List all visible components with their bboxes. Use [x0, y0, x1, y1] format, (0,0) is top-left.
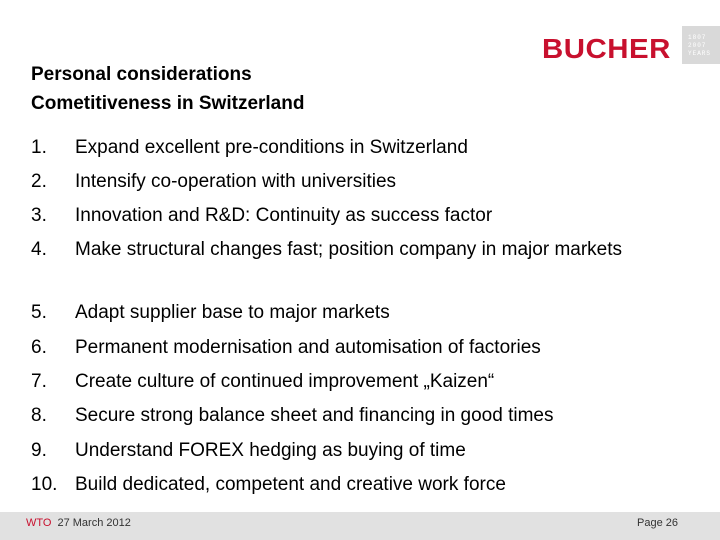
list-item: [31, 470, 635, 499]
list-item-text: Understand FOREX hedging as buying of time: [75, 440, 466, 461]
list-item-text: Intensify co-operation with universities: [75, 171, 397, 192]
list-item: [31, 201, 635, 230]
list-item-text: Innovation and R&D: Continuity as success factor: [75, 205, 493, 226]
badge-line-2: 2007: [688, 42, 707, 49]
anniversary-badge: [682, 26, 720, 64]
list-item-text: Adapt supplier base to major markets: [75, 302, 390, 323]
list-item: [31, 333, 635, 362]
list-item-text: Make structural changes fast; position company in major markets: [75, 239, 623, 260]
list-item-number: 10.: [31, 474, 58, 495]
title-line-2: Cometitiveness in Switzerland: [31, 93, 305, 114]
list-item-number: 2.: [31, 171, 47, 192]
list-item-number: 6.: [31, 337, 47, 358]
footer-left: [26, 515, 131, 531]
list-item: [31, 133, 635, 162]
list-item-number: 8.: [31, 405, 47, 426]
footer-org: WTO: [26, 517, 52, 529]
list-item-text: Permanent modernisation and automisation of factories: [75, 337, 541, 358]
list-item-text: Expand excellent pre-conditions in Switzerland: [75, 137, 468, 158]
anniversary-badge-text: [688, 34, 718, 58]
bucher-logo: BUCHER: [542, 33, 671, 64]
list-item: [31, 436, 635, 465]
list-item: [31, 298, 635, 327]
slide-title: [31, 60, 304, 118]
list-item-text: Build dedicated, competent and creative work force: [75, 474, 506, 495]
list-item-text: Secure strong balance sheet and financing in good times: [75, 405, 554, 426]
list-item: [31, 401, 635, 430]
list-item-number: 1.: [31, 137, 47, 158]
badge-line-3: YEARS: [688, 50, 712, 57]
list-item-text: Create culture of continued improvement „Kaizen“: [75, 371, 495, 392]
title-line-1: Personal considerations: [31, 64, 252, 85]
list-item-number: 3.: [31, 205, 47, 226]
badge-line-1: 1807: [688, 34, 707, 41]
list-item-number: 7.: [31, 371, 47, 392]
footer-date: 27 March 2012: [57, 517, 131, 529]
list-item-number: 9.: [31, 440, 47, 461]
page-number: Page 26: [637, 517, 678, 529]
list-item-number: 5.: [31, 302, 47, 323]
list-item-number: 4.: [31, 239, 47, 260]
list-item: [31, 235, 635, 264]
list-item: [31, 367, 635, 396]
list-item: [31, 167, 635, 196]
